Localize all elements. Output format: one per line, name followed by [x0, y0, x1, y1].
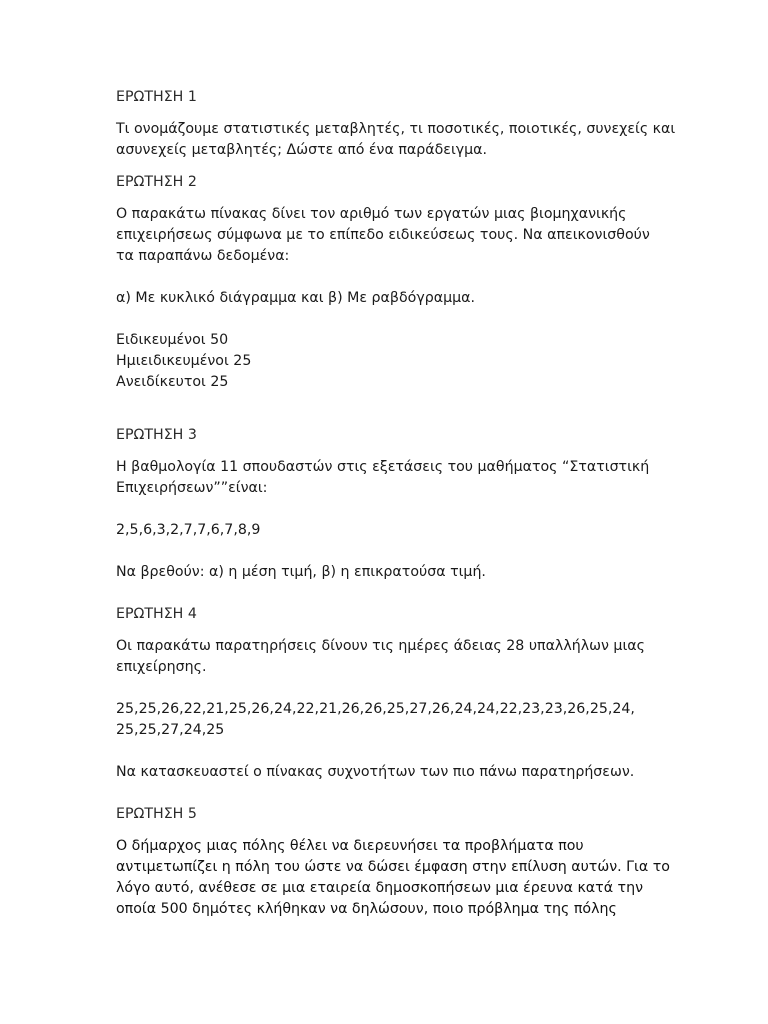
question-5-line-2: αντιμετωπίζει η πόλη του ώστε να δώσει έμφαση στην επίλυση αυτών. Για το: [116, 859, 670, 875]
question-1-text: [116, 119, 676, 161]
question-4-text: [116, 636, 658, 678]
question-3-text: [116, 457, 658, 499]
question-5-text: [116, 836, 670, 920]
question-2-line-2: επιχειρήσεως σύμφωνα με το επίπεδο ειδικεύσεως τους. Να απεικονισθούν: [116, 227, 650, 243]
question-4-values: [116, 699, 658, 741]
question-2-data-item: Ανειδίκευτοι 25: [116, 374, 229, 390]
question-1-line-2: ασυνεχείς μεταβλητές; Δώστε από ένα παράδειγμα.: [116, 142, 488, 158]
question-5-line-1: Ο δήμαρχος μιας πόλης θέλει να διερευνήσει τα προβλήματα που: [116, 838, 584, 854]
question-4-values-line-1: 25,25,26,22,21,25,26,24,22,21,26,26,25,27,26,24,24,22,23,23,26,25,24,: [116, 701, 635, 717]
question-2-data-item: Ημιειδικευμένοι 25: [116, 353, 252, 369]
question-2-line-3: τα παραπάνω δεδομένα:: [116, 248, 290, 264]
question-1-heading: ΕΡΩΤΗΣΗ 1: [116, 89, 197, 105]
question-3-question: Να βρεθούν: α) η μέση τιμή, β) η επικρατούσα τιμή.: [116, 564, 486, 580]
question-4-heading: ΕΡΩΤΗΣΗ 4: [116, 606, 197, 622]
question-5-line-3: λόγο αυτό, ανέθεσε σε μια εταιρεία δημοσκοπήσεων μια έρευνα κατά την: [116, 880, 644, 896]
question-4-values-line-2: 25,25,27,24,25: [116, 722, 225, 738]
question-2-instruction: α) Με κυκλικό διάγραμμα και β) Με ραβδόγραμμα.: [116, 290, 475, 306]
question-5-heading: ΕΡΩΤΗΣΗ 5: [116, 806, 197, 822]
question-1-line-1: Τι ονομάζουμε στατιστικές μεταβλητές, τι ποσοτικές, ποιοτικές, συνεχείς και: [116, 121, 676, 137]
question-2-data-item: Ειδικευμένοι 50: [116, 332, 229, 348]
question-3-line-1: Η βαθμολογία 11 σπουδαστών στις εξετάσεις του μαθήματος “Στατιστική: [116, 459, 650, 475]
question-5-line-4: οποία 500 δημότες κλήθηκαν να δηλώσουν, ποιο πρόβλημα της πόλης: [116, 901, 617, 917]
question-3-line-2: Επιχειρήσεων””είναι:: [116, 480, 268, 496]
question-2-heading: ΕΡΩΤΗΣΗ 2: [116, 174, 197, 190]
question-2-data-list: [116, 330, 658, 393]
question-4-question: Να κατασκευαστεί ο πίνακας συχνοτήτων των πιο πάνω παρατηρήσεων.: [116, 764, 635, 780]
question-3-values: 2,5,6,3,2,7,7,6,7,8,9: [116, 522, 261, 538]
question-2-line-1: Ο παρακάτω πίνακας δίνει τον αριθμό των εργατών μιας βιομηχανικής: [116, 206, 627, 222]
question-4-line-1: Οι παρακάτω παρατηρήσεις δίνουν τις ημέρες άδειας 28 υπαλλήλων μιας: [116, 638, 645, 654]
question-2-text: [116, 204, 658, 267]
question-4-line-2: επιχείρησης.: [116, 659, 207, 675]
question-3-heading: ΕΡΩΤΗΣΗ 3: [116, 427, 197, 443]
